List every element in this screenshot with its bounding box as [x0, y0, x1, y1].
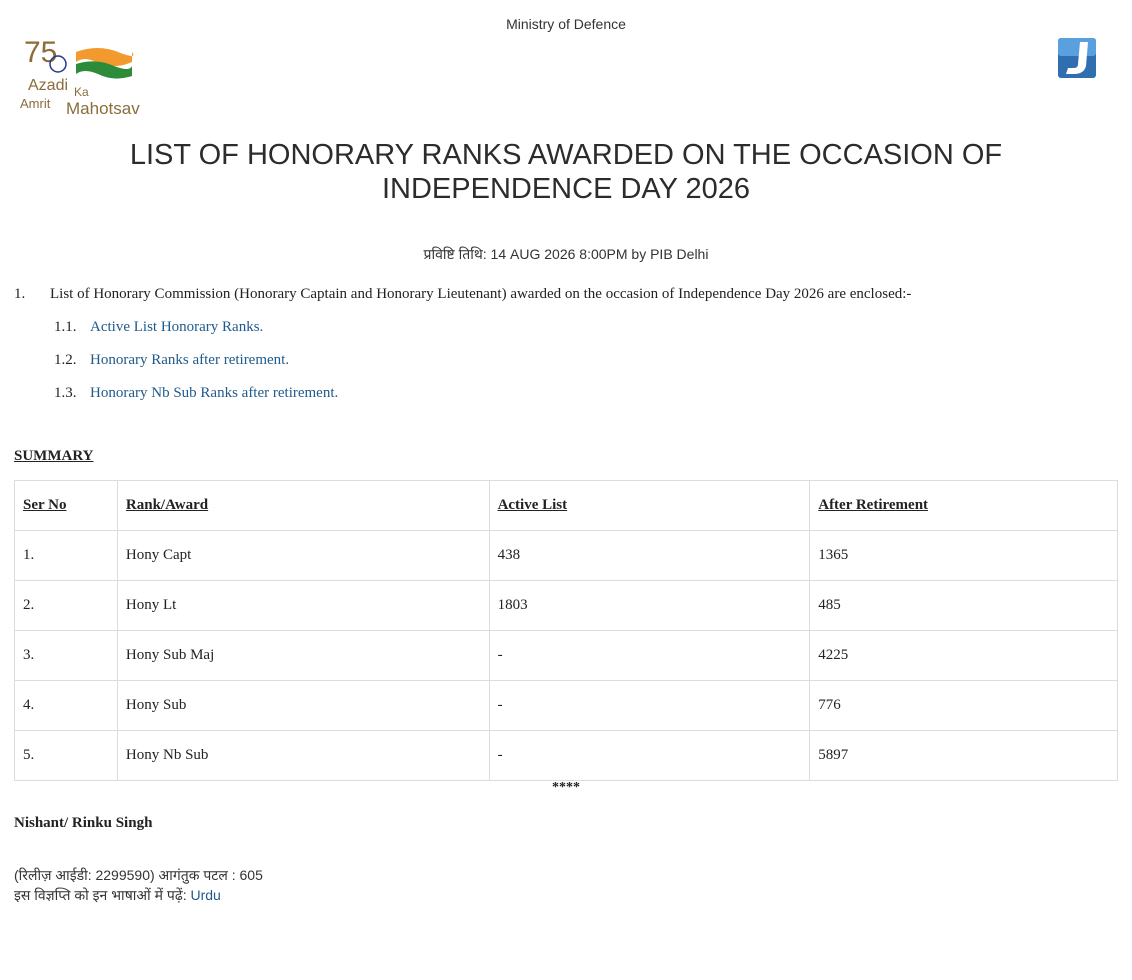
language-link-urdu[interactable]: Urdu — [190, 887, 221, 903]
link-active-list-honorary-ranks[interactable]: Active List Honorary Ranks. — [90, 319, 264, 335]
list-item — [54, 319, 263, 336]
logo-word-ka: Ka — [74, 85, 89, 99]
cell-rank: Hony Sub — [117, 681, 489, 731]
para-number: 1. — [14, 286, 26, 302]
table-row — [15, 681, 1118, 731]
azadi-ka-amrit-mahotsav-logo — [18, 36, 168, 118]
posted-date: प्रविष्टि तिथि: 14 AUG 2026 8:00PM by PIB Delhi — [423, 246, 709, 262]
logo-word-mahotsav: Mahotsav — [66, 99, 140, 118]
separator-stars: **** — [552, 780, 580, 795]
intro-paragraph — [14, 286, 911, 303]
cell-ser-no: 5. — [15, 731, 118, 781]
cell-retired: 4225 — [810, 631, 1118, 681]
page-title-line-2: INDEPENDENCE DAY 2026 — [381, 173, 750, 205]
cell-retired: 5897 — [810, 731, 1118, 781]
table-header-row — [15, 481, 1118, 531]
column-header-after-retirement: After Retirement — [810, 481, 1118, 531]
table-row — [15, 581, 1118, 631]
logo-word-amrit: Amrit — [20, 96, 51, 111]
link-honorary-nb-sub-ranks-after-retirement[interactable]: Honorary Nb Sub Ranks after retirement. — [90, 385, 339, 401]
cell-rank: Hony Capt — [117, 531, 489, 581]
ministry-name: Ministry of Defence — [506, 16, 626, 32]
page-title-line-1: LIST OF HONORARY RANKS AWARDED ON THE OCCASION OF — [129, 139, 1003, 171]
cell-active: - — [489, 731, 810, 781]
cell-retired: 485 — [810, 581, 1118, 631]
cell-ser-no: 4. — [15, 681, 118, 731]
signature: Nishant/ Rinku Singh — [14, 815, 153, 831]
table-row — [15, 631, 1118, 681]
table-row — [15, 531, 1118, 581]
cell-active: - — [489, 681, 810, 731]
page-title — [60, 138, 1072, 206]
summary-table — [14, 480, 1118, 781]
read-in-label: इस विज्ञप्ति को इन भाषाओं में पढ़ें: — [14, 887, 191, 903]
summary-heading: SUMMARY — [14, 448, 94, 464]
cell-ser-no: 3. — [15, 631, 118, 681]
cell-retired: 1365 — [810, 531, 1118, 581]
cell-active: 1803 — [489, 581, 810, 631]
column-header-ser-no: Ser No — [15, 481, 118, 531]
list-item-number: 1.1. — [54, 319, 77, 335]
cell-rank: Hony Sub Maj — [117, 631, 489, 681]
cell-ser-no: 1. — [15, 531, 118, 581]
logo-word-azadi: Azadi — [28, 77, 69, 94]
pib-logo-icon[interactable] — [1056, 36, 1098, 80]
link-honorary-ranks-after-retirement[interactable]: Honorary Ranks after retirement. — [90, 352, 290, 368]
column-header-rank-award: Rank/Award — [117, 481, 489, 531]
column-header-active-list: Active List — [489, 481, 810, 531]
read-in-languages — [14, 886, 221, 905]
cell-active: - — [489, 631, 810, 681]
list-item — [54, 352, 289, 369]
cell-rank: Hony Nb Sub — [117, 731, 489, 781]
cell-ser-no: 2. — [15, 581, 118, 631]
release-id: (रिलीज़ आईडी: 2299590) आगंतुक पटल : 605 — [14, 867, 263, 883]
cell-retired: 776 — [810, 681, 1118, 731]
table-row — [15, 731, 1118, 781]
list-item-number: 1.2. — [54, 352, 77, 368]
list-item-number: 1.3. — [54, 385, 77, 401]
list-item — [54, 385, 338, 402]
cell-rank: Hony Lt — [117, 581, 489, 631]
cell-active: 438 — [489, 531, 810, 581]
para-text: List of Honorary Commission (Honorary Captain and Honorary Lieutenant) awarded on the occasion of Independence Day 2026 are enclosed:- — [50, 286, 912, 302]
logo-number: 75 — [24, 36, 58, 69]
